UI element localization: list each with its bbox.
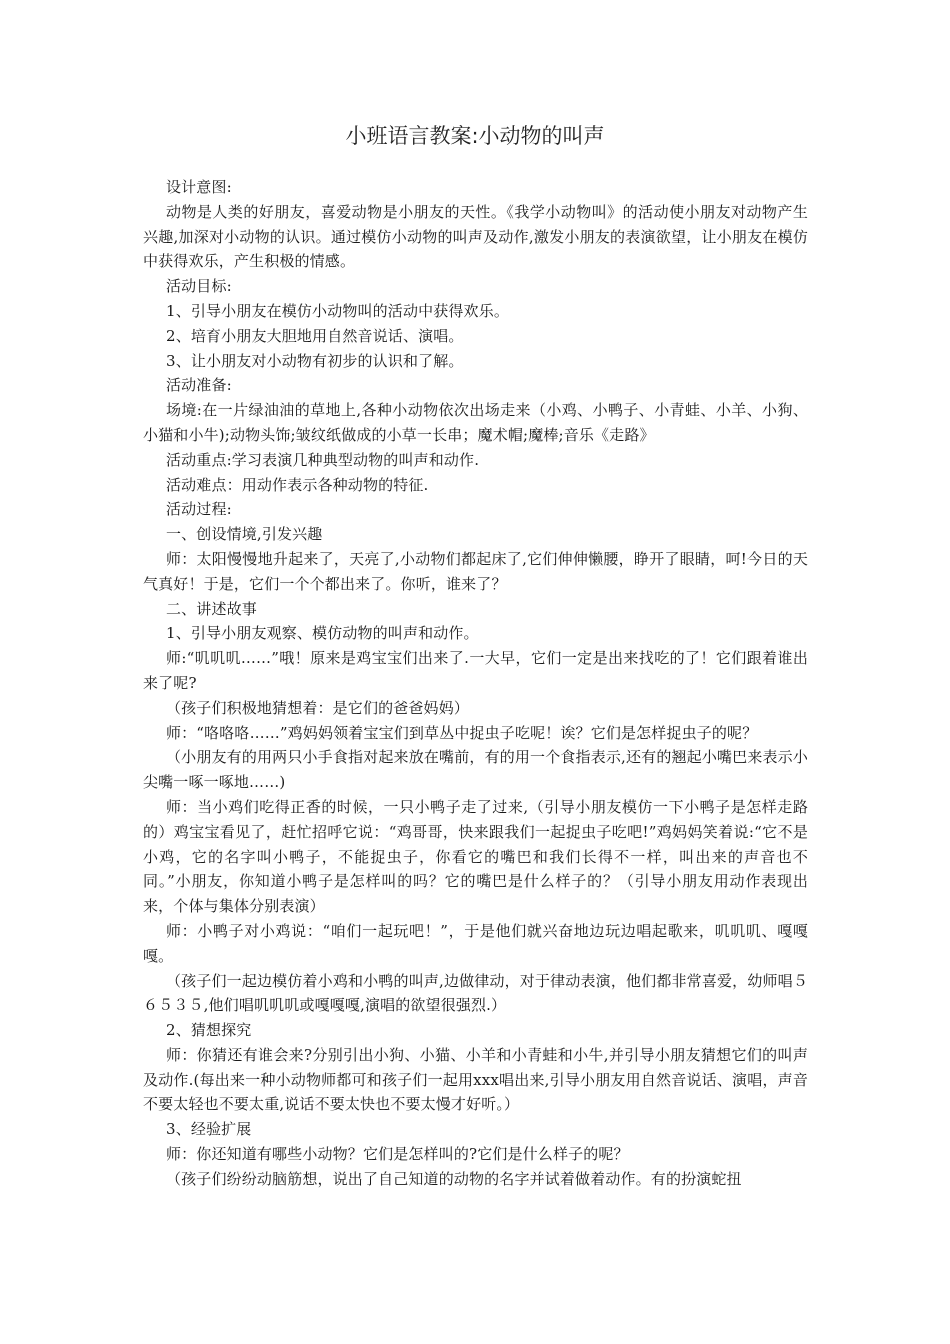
paragraph: 动物是人类的好朋友，喜爱动物是小朋友的天性。《我学小动物叫》的活动使小朋友对动物产生兴趣,加深对小动物的认识。通过模仿小动物的叫声及动作,激发小朋友的表演欲望，让小朋友在模仿中获得欢乐，产生积极的情感。 bbox=[143, 202, 808, 271]
paragraph: 活动重点:学习表演几种典型动物的叫声和动作. bbox=[166, 450, 480, 469]
paragraph: 1、引导小朋友在模仿小动物叫的活动中获得欢乐。 bbox=[166, 301, 509, 320]
paragraph: （孩子们纷纷动脑筋想，说出了自己知道的动物的名字并试着做着动作。有的扮演蛇扭 bbox=[166, 1169, 742, 1188]
paragraph: 师：太阳慢慢地升起来了，天亮了,小动物们都起床了,它们伸伸懒腰，睁开了眼睛，呵!今日的天气真好！于是，它们一个个都出来了。你听，谁来了？ bbox=[143, 549, 808, 593]
paragraph: （孩子们积极地猜想着：是它们的爸爸妈妈） bbox=[166, 698, 470, 717]
paragraph: （小朋友有的用两只小手食指对起来放在嘴前，有的用一个食指表示,还有的翘起小嘴巴来表示小尖嘴一啄一啄地……) bbox=[143, 748, 808, 792]
document-body bbox=[143, 175, 808, 1192]
paragraph: 师：你还知道有哪些小动物？它们是怎样叫的?它们是什么样子的呢？ bbox=[166, 1145, 629, 1164]
paragraph: 1、引导小朋友观察、模仿动物的叫声和动作。 bbox=[166, 624, 479, 643]
paragraph: 师：你猜还有谁会来?分别引出小狗、小猫、小羊和小青蛙和小牛,并引导小朋友猜想它们的叫声及动作.(每出来一种小动物师都可和孩子们一起用xxx唱出来,引导小朋友用自然音说话、演唱，声音不要太轻也不要太重,说话不要太快也不要太慢才好听。） bbox=[143, 1045, 808, 1114]
paragraph: 活动难点：用动作表示各种动物的特征. bbox=[166, 475, 429, 494]
paragraph: 师:“叽叽叽……”哦！原来是鸡宝宝们出来了.一大早，它们一定是出来找吃的了！它们跟着谁出来了呢? bbox=[143, 649, 808, 692]
paragraph: 师：“咯咯咯……”鸡妈妈领着宝宝们到草丛中捉虫子吃呢！诶？它们是怎样捉虫子的呢？ bbox=[166, 723, 758, 742]
paragraph: 3、让小朋友对小动物有初步的认识和了解。 bbox=[166, 351, 464, 370]
paragraph: 设计意图: bbox=[166, 178, 232, 196]
paragraph: 活动目标: bbox=[166, 277, 232, 296]
paragraph: 活动准备: bbox=[166, 376, 232, 395]
paragraph: 3、经验扩展 bbox=[166, 1120, 252, 1139]
paragraph: 一、创设情境,引发兴趣 bbox=[166, 525, 323, 544]
paragraph: 二、讲述故事 bbox=[166, 599, 257, 618]
paragraph: （孩子们一起边模仿着小鸡和小鸭的叫声,边做律动，对于律动表演，他们都非常喜爱，幼师唱５６５３５,他们唱叽叽叽或嘎嘎嘎,演唱的欲望很强烈.） bbox=[143, 971, 808, 1015]
paragraph: 2、猜想探究 bbox=[166, 1021, 252, 1040]
paragraph: 师：小鸭子对小鸡说：“咱们一起玩吧！”，于是他们就兴奋地边玩边唱起歌来，叽叽叽、嘎嘎嘎。 bbox=[143, 921, 808, 965]
paragraph: 场境:在一片绿油油的草地上,各种小动物依次出场走来（小鸡、小鸭子、小青蛙、小羊、小狗、小猫和小牛);动物头饰;皱纹纸做成的小草一长串；魔术帽;魔棒;音乐《走路》 bbox=[143, 401, 808, 444]
document-title: 小班语言教案:小动物的叫声 bbox=[345, 124, 605, 148]
paragraph: 2、培育小朋友大胆地用自然音说话、演唱。 bbox=[166, 326, 464, 345]
paragraph: 活动过程: bbox=[166, 500, 232, 519]
paragraph: 师：当小鸡们吃得正香的时候，一只小鸭子走了过来,（引导小朋友模仿一下小鸭子是怎样走路的）鸡宝宝看见了，赶忙招呼它说：“鸡哥哥，快来跟我们一起捉虫子吃吧!”鸡妈妈笑着说:“它不是小鸡，它的名字叫小鸭子，不能捉虫子，你看它的嘴巴和我们长得不一样，叫出来的声音也不同。”小朋友，你知道小鸭子是怎样叫的吗？它的嘴巴是什么样子的？（引导小朋友用动作表现出来，个体与集体分别表演） bbox=[143, 797, 808, 916]
